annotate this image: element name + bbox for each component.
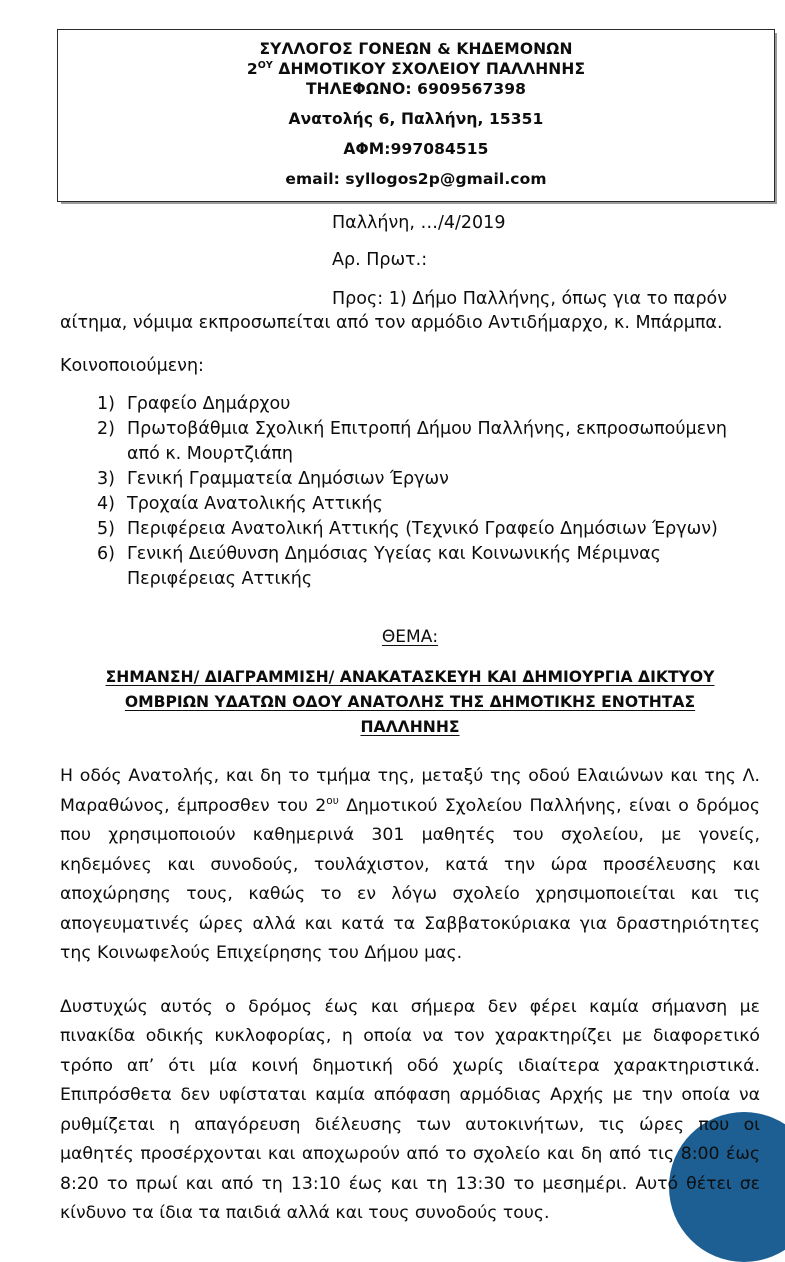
organization-name: ΣΥΛΛΟΓΟΣ ΓΟΝΕΩΝ & ΚΗΔΕΜΟΝΩΝ (259, 40, 573, 58)
letterhead-box (57, 29, 775, 202)
email-line: email: syllogos2p@gmail.com (285, 170, 547, 188)
subject-label: ΘΕΜΑ: (381, 627, 439, 647)
list-item-label: Τροχαία Ανατολικής Αττικής (127, 494, 383, 514)
phone-line: ΤΗΛΕΦΩΝΟ: 6909567398 (305, 80, 527, 98)
list-item-number: 4) (97, 494, 115, 514)
body-paragraph-1-part-a: Η οδός Ανατολής, και δη το τμήμα της, μεταξύ της οδού Ελαιώνων και της Λ. Μαραθώνος, έμπροσθεν του 2 (60, 766, 760, 816)
list-item (60, 467, 760, 492)
school-name-rest: ΔΗΜΟΤΙΚΟΥ ΣΧΟΛΕΙΟΥ ΠΑΛΛΗΝΗΣ (272, 60, 586, 78)
list-item-number: 1) (97, 394, 115, 414)
school-ordinal-suffix: ΟΥ (257, 59, 273, 71)
list-item-number: 2) (97, 419, 115, 439)
subject-label-row (60, 626, 760, 648)
cc-label: Κοινοποιούμενη: (60, 356, 204, 376)
letterhead-spacer-2 (68, 129, 764, 139)
tax-id-line: ΑΦΜ:997084515 (343, 140, 489, 158)
list-item-number: 3) (97, 469, 115, 489)
subject-title-line-1: ΣΗΜΑΝΣΗ/ ΔΙΑΓΡΑΜΜΙΣΗ/ ΑΝΑΚΑΤΑΣΚΕΥΗ ΚΑΙ ΔΗΜΙΟΥΡΓΙΑ ΔΙΚΤΥΟΥ (105, 668, 715, 686)
subject-title-line-3: ΠΑΛΛΗΝΗΣ (360, 718, 460, 736)
list-item (60, 492, 760, 517)
list-item-number: 6) (97, 544, 115, 564)
ordinal-superscript: ου (326, 794, 339, 807)
school-ordinal: 2 (246, 60, 258, 78)
document-body (60, 212, 760, 1246)
list-item-label: Γραφείο Δημάρχου (127, 394, 291, 414)
addressee-line-1: Προς: 1) Δήμο Παλλήνης, όπως για το παρόν (332, 289, 728, 309)
list-item (60, 392, 760, 417)
letterhead-spacer-1 (68, 99, 764, 109)
subject-block (60, 626, 760, 740)
list-item (60, 542, 760, 592)
place-and-date: Παλλήνη, …/4/2019 (332, 213, 506, 233)
subject-title (65, 665, 755, 740)
body-paragraph-1 (60, 762, 760, 969)
list-item (60, 517, 760, 542)
protocol-number: Αρ. Πρωτ.: (332, 250, 428, 270)
address-line: Ανατολής 6, Παλλήνη, 15351 (288, 110, 544, 128)
list-item-label: Περιφέρεια Ανατολική Αττικής (Τεχνικό Γραφείο Δημόσιων Έργων) (127, 519, 718, 539)
school-name (68, 59, 764, 79)
list-item-label: Γενική Διεύθυνση Δημόσιας Υγείας και Κοινωνικής Μέριμνας Περιφέρειας Αττικής (127, 544, 661, 589)
addressee-line-2: αίτημα, νόμιμα εκπροσωπείται από τον αρμόδιο Αντιδήμαρχο, κ. Μπάρμπα. (60, 313, 723, 333)
list-item-label: Γενική Γραμματεία Δημόσιων Έργων (127, 469, 449, 489)
recipients-list (60, 392, 760, 592)
body-paragraph-2: Δυστυχώς αυτός ο δρόμος έως και σήμερα δεν φέρει καμία σήμανση με πινακίδα οδικής κυκλοφορίας, η οποία να τον χαρακτηρίζει με διαφορετικό τρόπο απ’ ότι μία κοινή δημοτική οδό χωρίς ιδιαίτερα χαρακτηριστικά. Επιπρόσθετα δεν υφίσταται καμία απόφαση αρμόδιας Αρχής με την οποία να ρυθμίζεται η απαγόρευση διέλευσης των αυτοκινήτων, τις ώρες που οι μαθητές προσέρχονται και αποχωρούν από το σχολείο και δη από τις 8:00 έως 8:20 το πρωί και από τη 13:10 έως και τη 13:30 το μεσημέρι. Αυτό θέτει σε κίνδυνο τα ίδια τα παιδιά αλλά και τους συνοδούς τους. (60, 996, 760, 1223)
list-item-label: Πρωτοβάθμια Σχολική Επιτροπή Δήμου Παλλήνης, εκπροσωπούμενη από κ. Μουρτζιάπη (127, 419, 727, 464)
letterhead-spacer-3 (68, 159, 764, 169)
subject-title-line-2: ΟΜΒΡΙΩΝ ΥΔΑΤΩΝ ΟΔΟΥ ΑΝΑΤΟΛΗΣ ΤΗΣ ΔΗΜΟΤΙΚΗΣ ΕΝΟΤΗΤΑΣ (124, 693, 696, 711)
list-item (60, 417, 760, 467)
list-item-number: 5) (97, 519, 115, 539)
body-paragraph-1-part-b: Δημοτικού Σχολείου Παλλήνης, είναι ο δρόμος που χρησιμοποιούν καθημερινά 301 μαθητές του σχολείου, με γονείς, κηδεμόνες και συνοδούς, τουλάχιστον, κατά την ώρα προσέλευσης και αποχώρησης τους, καθώς το εν λόγω σχολείο χρησιμοποιείται και τις απογευματινές ώρες αλλά και κατά τα Σαββατοκύριακα για δραστηριότητες της Κοινωφελούς Επιχείρησης του Δήμου μας. (60, 795, 760, 963)
